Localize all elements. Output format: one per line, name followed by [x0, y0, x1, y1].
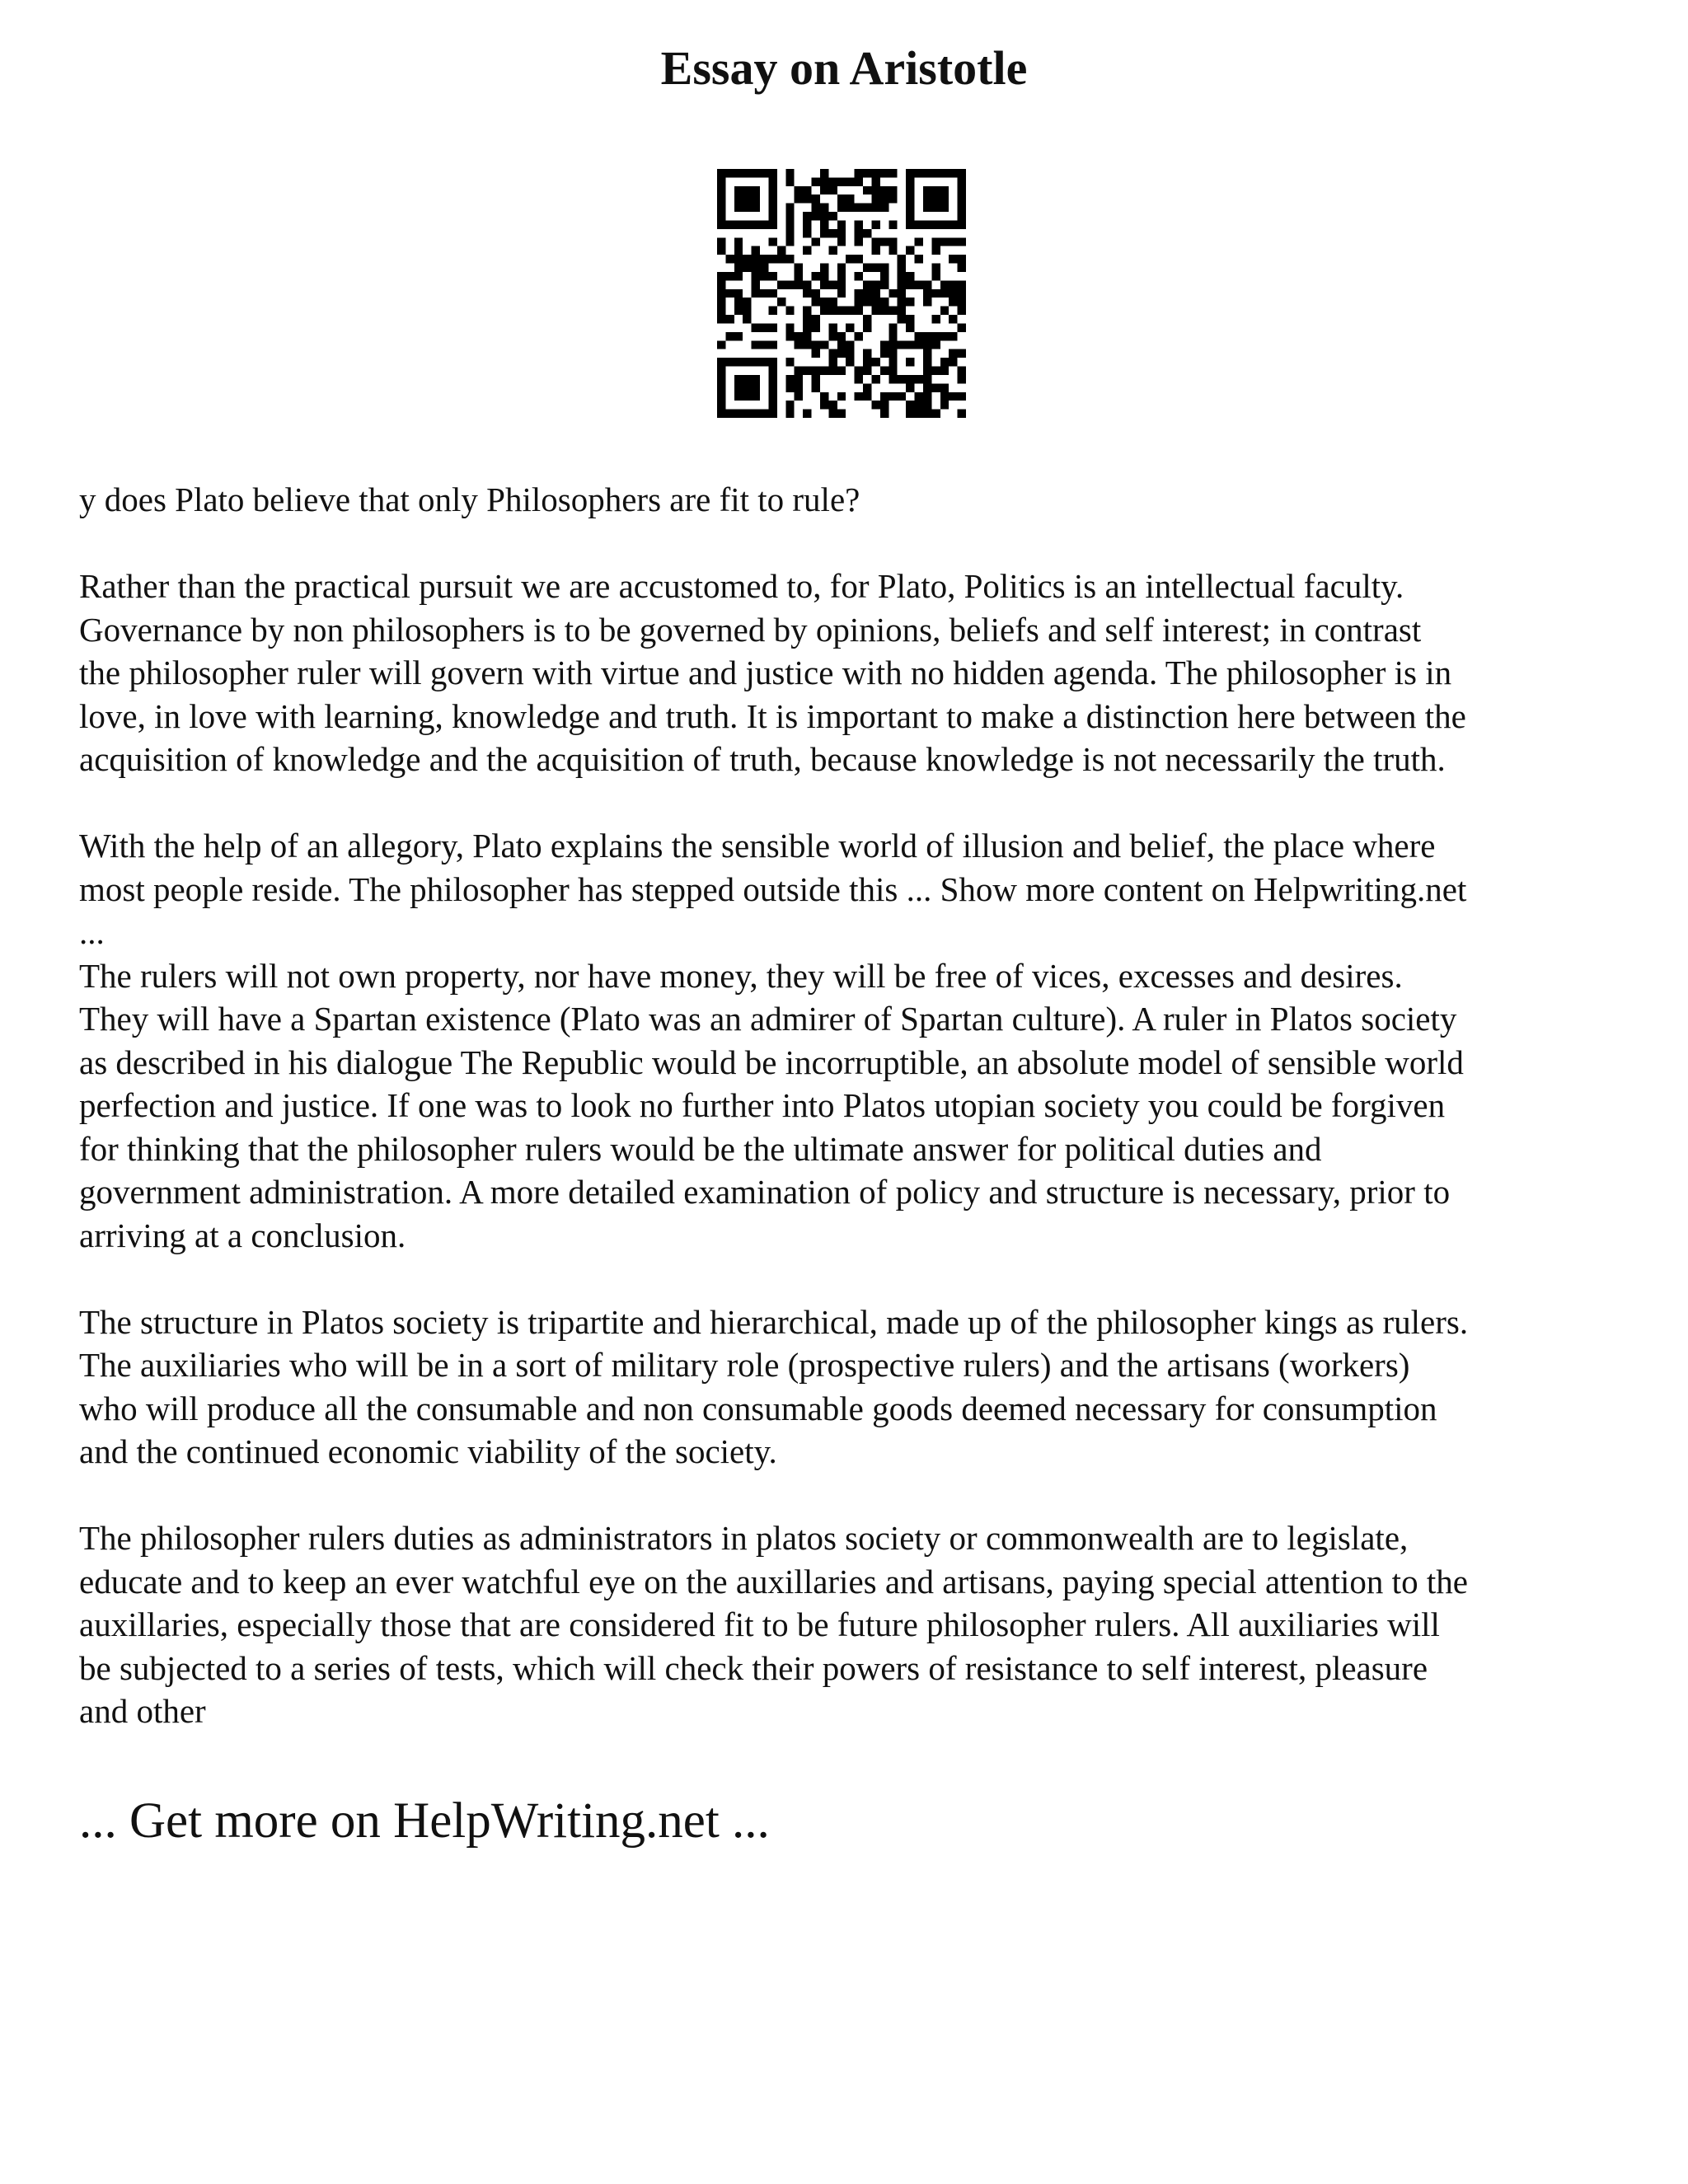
essay-paragraph: The rulers will not own property, nor have money, they will be free of vices, excesses and desires. They will have a Spartan existence (Plato was an admirer of Spartan culture). A ruler in Platos society as described in his dialogue The Republic would be incorruptible, an absolute model of sensible world perfection and justice. If one was to look no further into Platos utopian society you could be forgiven for thinking that the philosopher rulers would be the ultimate answer for political duties and government administration. A more detailed examination of policy and structure is necessary, prior to arriving at a conclusion. — [79, 956, 1464, 1254]
essay-body — [79, 478, 1629, 1776]
page-title: Essay on Aristotle — [660, 41, 1028, 95]
essay-paragraph: With the help of an allegory, Plato explains the sensible world of illusion and belief, the place where most people reside. The philosopher has stepped outside this ... Show more content on Helpwriting.net ... — [79, 827, 1467, 951]
essay-paragraph: The structure in Platos society is tripartite and hierarchical, made up of the philosopher kings as rulers. The auxiliaries who will be in a sort of military role (prospective rulers) and the artisans (workers) who will produce all the consumable and non consumable goods deemed necessary for consumption and the continued economic viability of the society. — [79, 1302, 1469, 1470]
essay-paragraph: The philosopher rulers duties as administrators in platos society or commonwealth are to legislate, educate and to keep an ever watchful eye on the auxillaries and artisans, paying special attention to the auxillaries, especially those that are considered fit to be future philosopher rulers. All auxiliaries will be subjected to a series of tests, which will check their powers of resistance to self interest, pleasure and other — [79, 1519, 1468, 1730]
qr-code-icon — [717, 169, 966, 418]
essay-question: y does Plato believe that only Philosophers are fit to rule? — [79, 480, 860, 518]
essay-paragraph: Rather than the practical pursuit we are accustomed to, for Plato, Politics is an intellectual faculty. Governance by non philosophers is to be governed by opinions, beliefs and self interest; in contrast the philosopher ruler will govern with virtue and justice with no hidden agenda. The philosopher is in love, in love with learning, knowledge and truth. It is important to make a distinction here between the acquisition of knowledge and the acquisition of truth, because knowledge is not necessarily the truth. — [79, 567, 1466, 778]
get-more-link[interactable]: ... Get more on HelpWriting.net ... — [79, 1793, 770, 1849]
